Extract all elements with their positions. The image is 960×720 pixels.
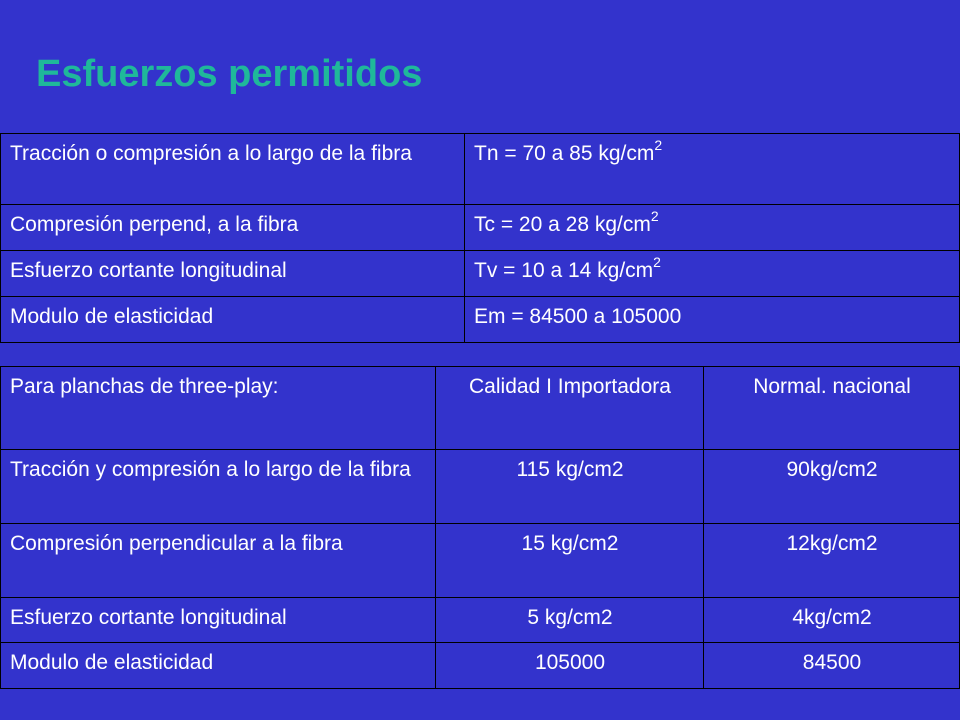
quality-value-cell: 5 kg/cm2 bbox=[436, 598, 704, 643]
table-row bbox=[1, 450, 960, 524]
superscript: 2 bbox=[650, 208, 659, 224]
header-cell: Para planchas de three-play: bbox=[1, 367, 436, 450]
stress-value: Em = 84500 a 105000 bbox=[474, 305, 682, 328]
table-row bbox=[1, 643, 960, 689]
stress-value: Tc = 20 a 28 kg/cm bbox=[474, 213, 651, 236]
superscript: 2 bbox=[654, 137, 663, 153]
stress-value-cell bbox=[465, 134, 960, 205]
table-row bbox=[1, 524, 960, 598]
stress-label-cell: Esfuerzo cortante longitudinal bbox=[1, 598, 436, 643]
table-row bbox=[1, 251, 960, 297]
table-header-row bbox=[1, 367, 960, 450]
stress-value: Tn = 70 a 85 kg/cm bbox=[474, 142, 655, 165]
three-ply-stress-table bbox=[0, 366, 960, 689]
header-cell: Normal. nacional bbox=[704, 367, 960, 450]
national-value-cell: 4kg/cm2 bbox=[704, 598, 960, 643]
stress-label-cell: Compresión perpend, a la fibra bbox=[1, 205, 465, 251]
quality-value-cell: 15 kg/cm2 bbox=[436, 524, 704, 598]
stress-label-cell: Tracción y compresión a lo largo de la fibra bbox=[1, 450, 436, 524]
table-row bbox=[1, 134, 960, 205]
stress-value-cell bbox=[465, 205, 960, 251]
quality-value-cell: 105000 bbox=[436, 643, 704, 689]
stress-label-cell: Modulo de elasticidad bbox=[1, 643, 436, 689]
slide-title: Esfuerzos permitidos bbox=[36, 53, 423, 95]
stress-value-cell bbox=[465, 251, 960, 297]
quality-value-cell: 115 kg/cm2 bbox=[436, 450, 704, 524]
stress-label-cell: Compresión perpendicular a la fibra bbox=[1, 524, 436, 598]
table-row bbox=[1, 297, 960, 343]
stress-value: Tv = 10 a 14 kg/cm bbox=[474, 259, 654, 282]
national-value-cell: 84500 bbox=[704, 643, 960, 689]
superscript: 2 bbox=[653, 254, 661, 270]
table-row bbox=[1, 598, 960, 643]
national-value-cell: 12kg/cm2 bbox=[704, 524, 960, 598]
stress-value-cell bbox=[465, 297, 960, 343]
stress-label-cell: Esfuerzo cortante longitudinal bbox=[1, 251, 465, 297]
header-cell: Calidad I Importadora bbox=[436, 367, 704, 450]
stress-label-cell: Modulo de elasticidad bbox=[1, 297, 465, 343]
national-value-cell: 90kg/cm2 bbox=[704, 450, 960, 524]
table-row bbox=[1, 205, 960, 251]
allowed-stress-table bbox=[0, 133, 960, 343]
stress-label-cell: Tracción o compresión a lo largo de la fibra bbox=[1, 134, 465, 205]
